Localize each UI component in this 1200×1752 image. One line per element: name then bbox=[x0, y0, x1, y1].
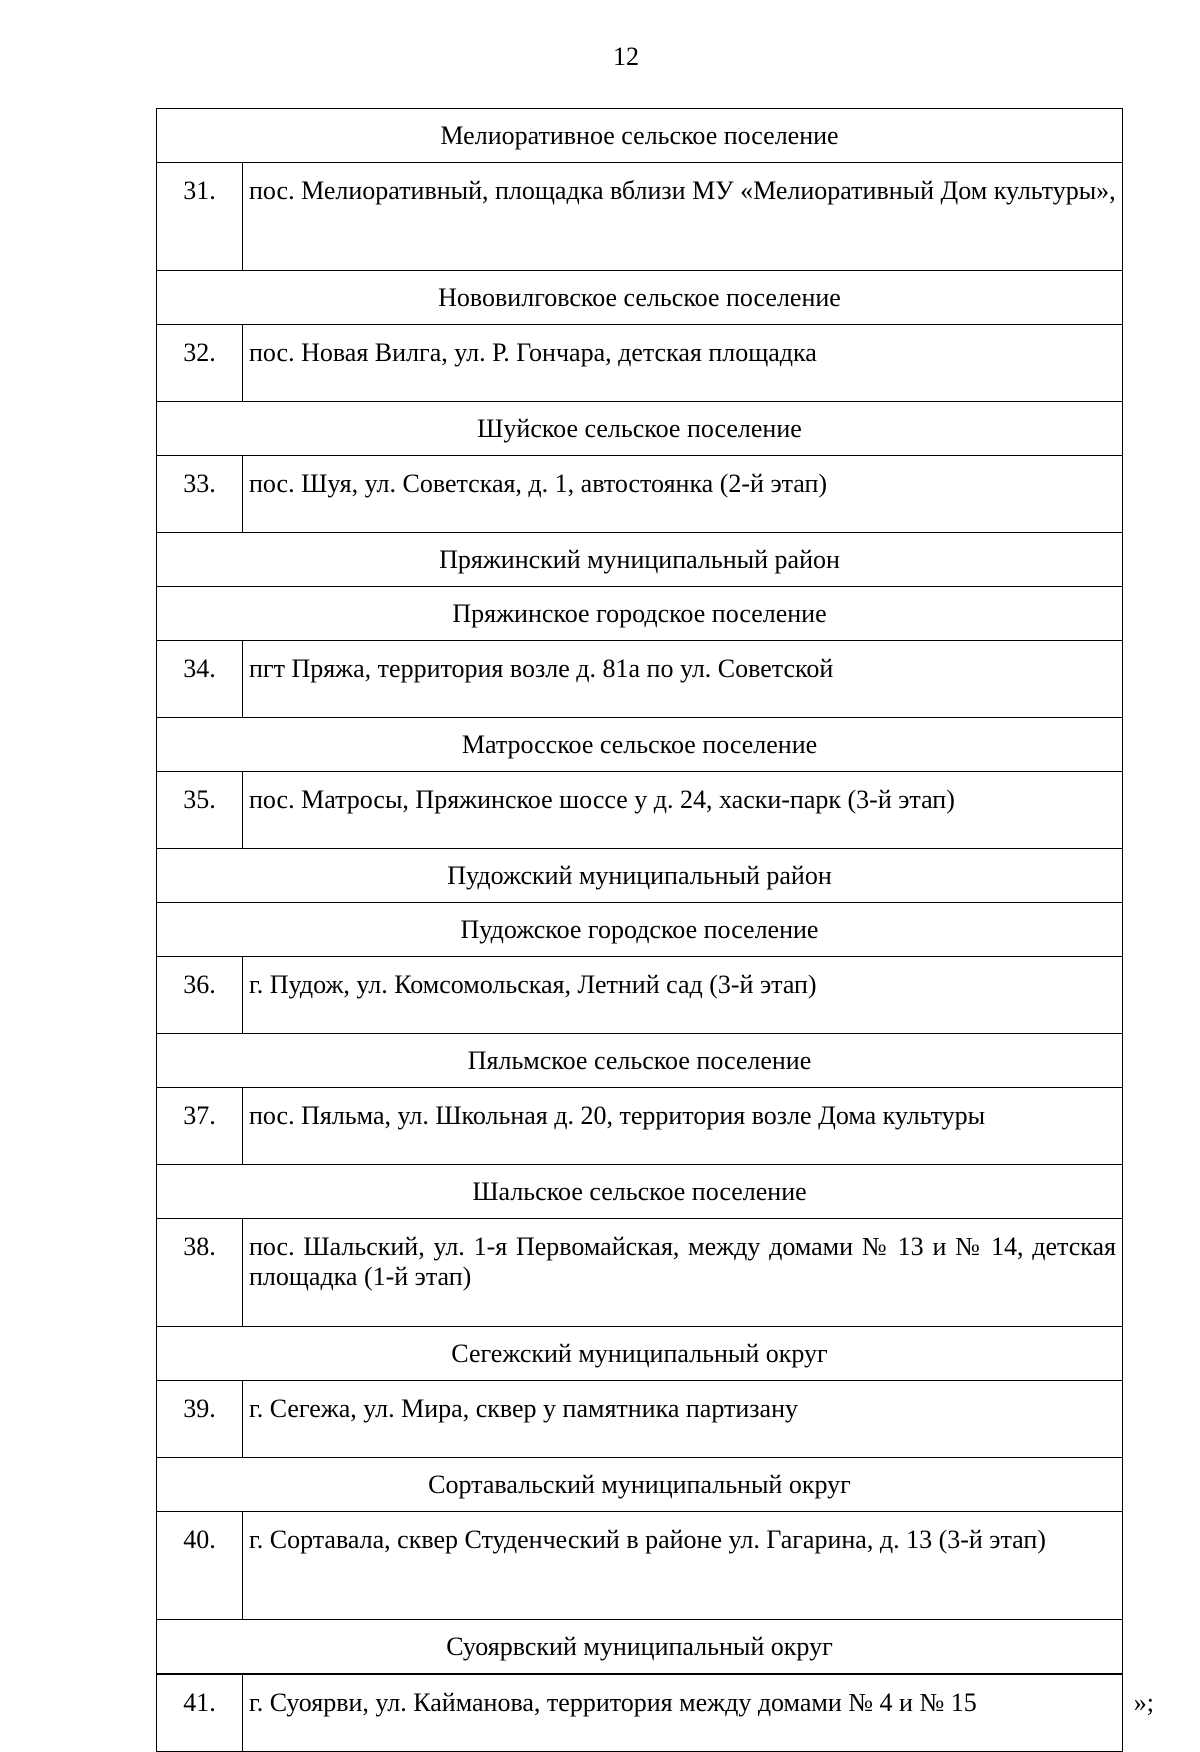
section-title: Суоярвский муниципальный округ bbox=[157, 1620, 1123, 1675]
section-header-row bbox=[157, 903, 1123, 957]
item-number: 31. bbox=[157, 163, 243, 271]
table-row bbox=[157, 641, 1123, 718]
item-location: пос. Новая Вилга, ул. Р. Гончара, детская площадка bbox=[249, 338, 817, 367]
item-location: пос. Пяльма, ул. Школьная д. 20, территория возле Дома культуры bbox=[249, 1101, 986, 1130]
item-location: пос. Шуя, ул. Советская, д. 1, автостоянка (2-й этап) bbox=[249, 469, 828, 498]
table-row bbox=[157, 772, 1123, 849]
table-row bbox=[157, 957, 1123, 1034]
section-title: Мелиоративное сельское поселение bbox=[157, 109, 1123, 163]
item-number: 37. bbox=[157, 1088, 243, 1165]
item-location-cell bbox=[243, 1381, 1123, 1458]
item-location: пгт Пряжа, территория возле д. 81а по ул. Советской bbox=[249, 654, 834, 683]
item-location: г. Суоярви, ул. Кайманова, территория между домами № 4 и № 15 bbox=[249, 1688, 977, 1717]
section-title: Пряжинское городское поселение bbox=[157, 587, 1123, 641]
item-location-cell bbox=[243, 325, 1123, 402]
item-location-cell bbox=[243, 1088, 1123, 1165]
item-location-cell bbox=[243, 957, 1123, 1034]
table-row bbox=[157, 163, 1123, 271]
item-location-cell bbox=[243, 163, 1123, 271]
section-header-row bbox=[157, 533, 1123, 587]
item-number: 41. bbox=[157, 1674, 243, 1752]
table-row bbox=[157, 1088, 1123, 1165]
item-location-cell bbox=[243, 456, 1123, 533]
item-number: 32. bbox=[157, 325, 243, 402]
item-location-cell bbox=[243, 641, 1123, 718]
item-location: г. Сегежа, ул. Мира, сквер у памятника партизану bbox=[249, 1394, 798, 1423]
item-location-cell bbox=[243, 1674, 1154, 1752]
section-title: Пряжинский муниципальный район bbox=[157, 533, 1123, 587]
item-number: 35. bbox=[157, 772, 243, 849]
page-number: 12 bbox=[613, 42, 639, 71]
section-title: Сортавальский муниципальный округ bbox=[157, 1458, 1123, 1512]
item-location-cell bbox=[243, 1219, 1123, 1327]
item-number: 40. bbox=[157, 1512, 243, 1620]
table-body bbox=[157, 109, 1154, 1752]
table-row bbox=[157, 456, 1123, 533]
item-number: 33. bbox=[157, 456, 243, 533]
table-row bbox=[157, 1381, 1123, 1458]
section-title: Сегежский муниципальный округ bbox=[157, 1327, 1123, 1381]
item-location: пос. Мелиоративный, площадка вблизи МУ «Мелиоративный Дом культуры», bbox=[249, 176, 1116, 205]
section-header-row bbox=[157, 271, 1123, 325]
section-header-row bbox=[157, 587, 1123, 641]
item-location-cell bbox=[243, 1512, 1123, 1620]
section-title: Нововилговское сельское поселение bbox=[157, 271, 1123, 325]
section-header-row bbox=[157, 402, 1123, 456]
table-row bbox=[157, 1219, 1123, 1327]
section-header-row bbox=[157, 109, 1123, 163]
table-row bbox=[157, 1674, 1123, 1752]
table-row bbox=[157, 325, 1123, 402]
section-title: Пяльмское сельское поселение bbox=[157, 1034, 1123, 1088]
section-title: Матросское сельское поселение bbox=[157, 718, 1123, 772]
section-header-row bbox=[157, 1165, 1123, 1219]
item-number: 38. bbox=[157, 1219, 243, 1327]
item-number: 36. bbox=[157, 957, 243, 1034]
section-header-row bbox=[157, 849, 1123, 903]
item-location: г. Сортавала, сквер Студенческий в районе ул. Гагарина, д. 13 (3-й этап) bbox=[249, 1525, 1046, 1554]
item-location-cell bbox=[243, 772, 1123, 849]
item-number: 39. bbox=[157, 1381, 243, 1458]
locations-table bbox=[156, 108, 1154, 1752]
section-title: Пудожский муниципальный район bbox=[157, 849, 1123, 903]
item-location: г. Пудож, ул. Комсомольская, Летний сад (3-й этап) bbox=[249, 970, 817, 999]
section-header-row bbox=[157, 1458, 1123, 1512]
item-location: пос. Матросы, Пряжинское шоссе у д. 24, хаски-парк (3-й этап) bbox=[249, 785, 955, 814]
section-header-row bbox=[157, 1034, 1123, 1088]
table-row bbox=[157, 1512, 1123, 1620]
section-header-row bbox=[157, 718, 1123, 772]
closing-quote-mark: »; bbox=[1133, 1688, 1154, 1717]
section-header-row bbox=[157, 1327, 1123, 1381]
item-number: 34. bbox=[157, 641, 243, 718]
item-location: пос. Шальский, ул. 1-я Первомайская, между домами № 13 и № 14, детская площадка (1-й этап) bbox=[249, 1232, 1116, 1291]
section-title: Шальское сельское поселение bbox=[157, 1165, 1123, 1219]
section-title: Шуйское сельское поселение bbox=[157, 402, 1123, 456]
section-header-row bbox=[157, 1620, 1123, 1675]
section-title: Пудожское городское поселение bbox=[157, 903, 1123, 957]
